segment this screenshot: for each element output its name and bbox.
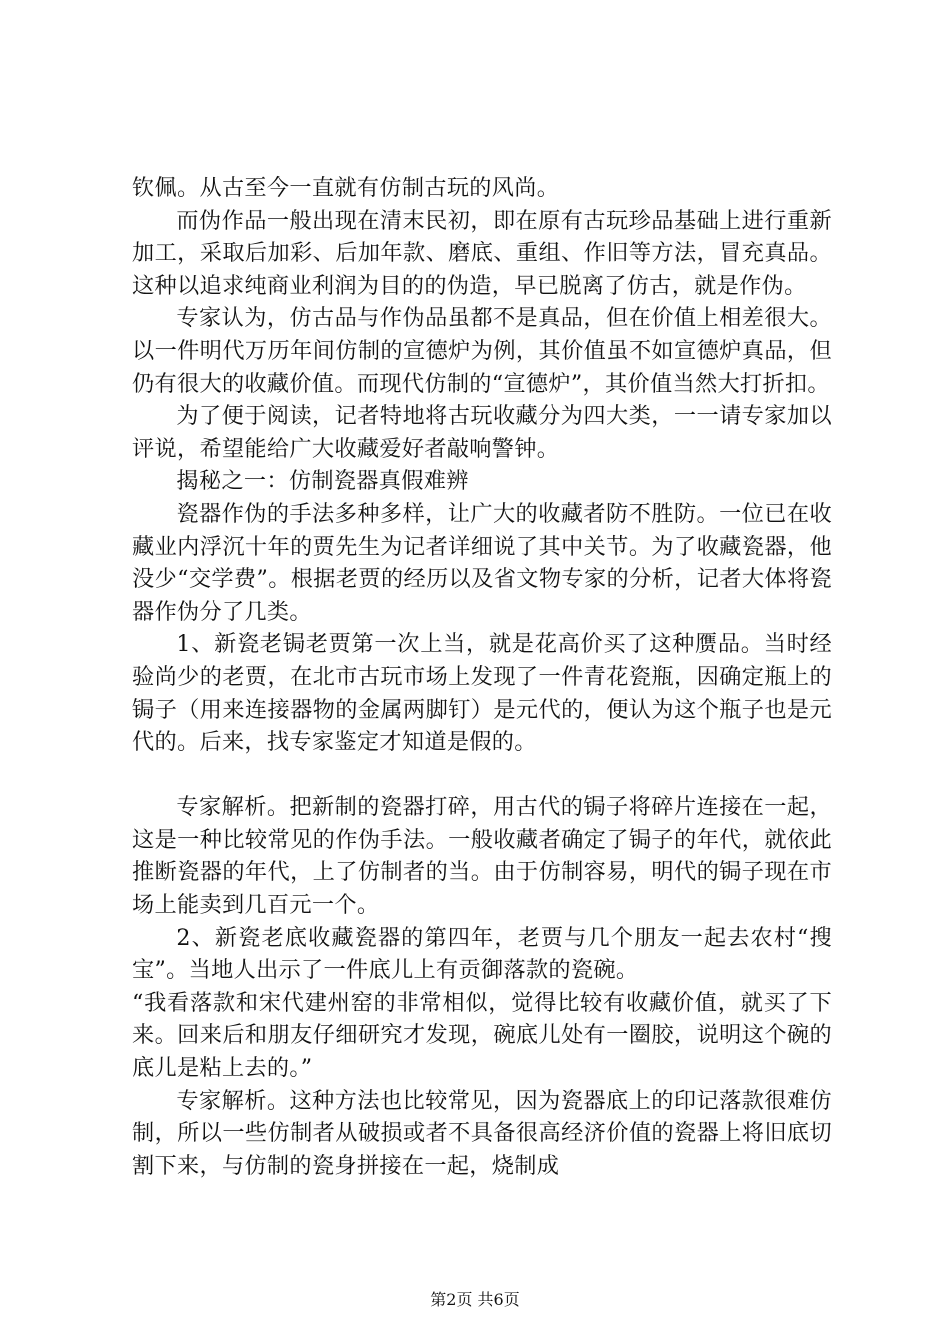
paragraph-expert-opinion: 专家认为，仿古品与作伪品虽都不是真品，但在价值上相差很大。以一件明代万历年间仿制的宣德炉为例，其价值虽不如宣德炉真品，但仍有很大的收藏价值。而现代仿制的“宣德炉”，其价值当然大打折扣。	[132, 305, 832, 397]
paragraph-reader-note: 为了便于阅读，记者特地将古玩收藏分为四大类，一一请专家加以评说，希望能给广大收藏爱好者敲响警钟。	[132, 403, 832, 462]
paragraph-expert-analysis-1: 专家解析。把新制的瓷器打碎，用古代的锔子将碎片连接在一起，这是一种比较常见的作伪手法。一般收藏者确定了锔子的年代，就依此推断瓷器的年代，上了仿制者的当。由于仿制容易，明代的锔子现在市场上能卖到几百元一个。	[132, 794, 832, 919]
paragraph-porcelain-intro: 瓷器作伪的手法多种多样，让广大的收藏者防不胜防。一位已在收藏业内浮沉十年的贾先生为记者详细说了其中关节。为了收藏瓷器，他没少“交学费”。根据老贾的经历以及省文物专家的分析，记者大体将瓷器作伪分了几类。	[132, 500, 832, 625]
paragraph-expert-analysis-2: 专家解析。这种方法也比较常见，因为瓷器底上的印记落款很难仿制，所以一些仿制者从破损或者不具备很高经济价值的瓷器上将旧底切割下来，与仿制的瓷身拼接在一起，烧制成	[132, 1087, 832, 1179]
page-footer: 第2页 共6页	[430, 1290, 520, 1309]
paragraph-quote: “我看落款和宋代建州窑的非常相似，觉得比较有收藏价值，就买了下来。回来后和朋友仔细研究才发现，碗底儿处有一圈胶，说明这个碗的底儿是粘上去的。”	[132, 989, 832, 1082]
paragraph-forgery-origin: 而伪作品一般出现在清末民初，即在原有古玩珍品基础上进行重新加工，采取后加彩、后加年款、磨底、重组、作旧等方法，冒充真品。这种以追求纯商业利润为目的的伪造，早已脱离了仿古，就是作伪。	[132, 207, 832, 299]
paragraph-case-2: 2、新瓷老底收藏瓷器的第四年，老贾与几个朋友一起去农村“搜宝”。当地人出示了一件底儿上有贡御落款的瓷碗。	[132, 924, 832, 984]
blank-line	[132, 759, 832, 792]
paragraph-case-1: 1、新瓷老锔老贾第一次上当，就是花高价买了这种赝品。当时经验尚少的老贾，在北市古玩市场上发现了一件青花瓷瓶，因确定瓶上的锔子（用来连接器物的金属两脚钉）是元代的，便认为这个瓶子也是元代的。后来，找专家鉴定才知道是假的。	[132, 631, 832, 756]
document-body	[132, 172, 832, 1182]
paragraph-continuation: 钦佩。从古至今一直就有仿制古玩的风尚。	[132, 175, 560, 201]
section-heading: 揭秘之一：仿制瓷器真假难辨	[176, 468, 469, 495]
